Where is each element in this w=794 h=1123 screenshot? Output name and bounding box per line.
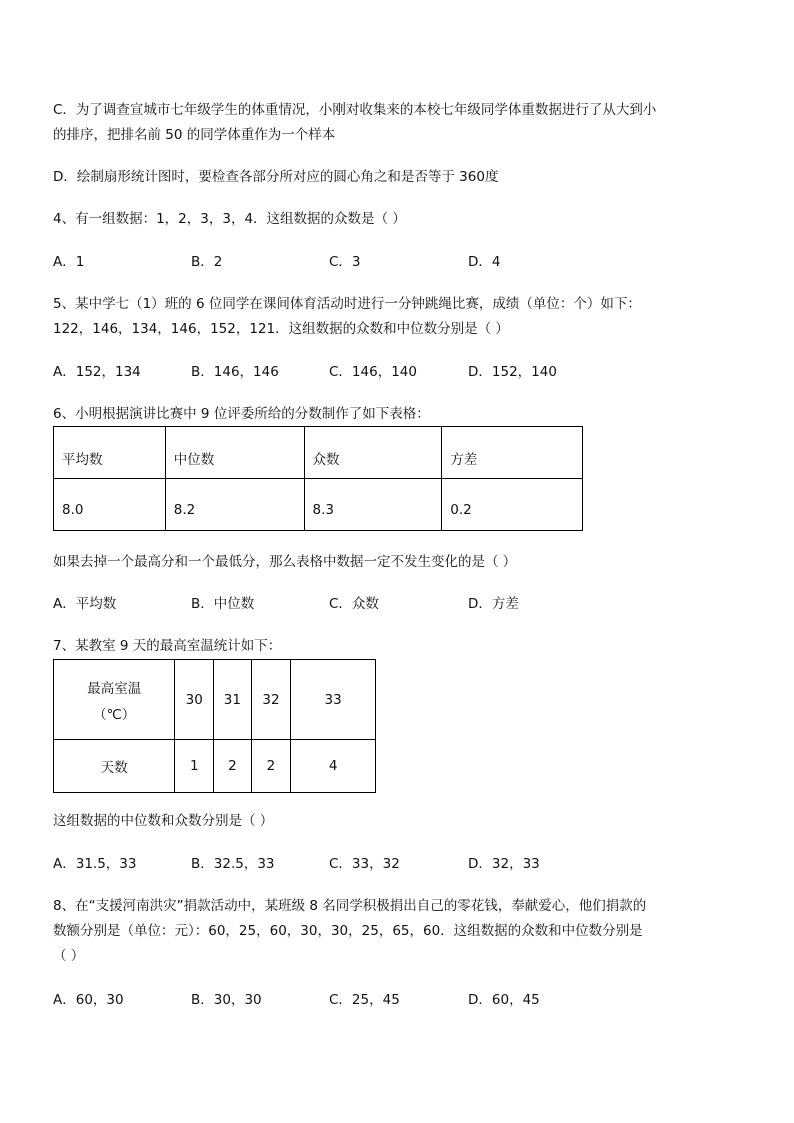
q7-temperature-table bbox=[53, 659, 376, 793]
q6-option-d[interactable]: D．方差 bbox=[468, 596, 519, 612]
q4-stem: 4、有一组数据：1，2，3，3，4．这组数据的众数是（ ） bbox=[53, 211, 406, 227]
q6-question: 如果去掉一个最高分和一个最低分，那么表格中数据一定不发生变化的是（ ） bbox=[53, 554, 517, 570]
q7-stem: 7、某教室 9 天的最高室温统计如下： bbox=[53, 638, 282, 654]
q7-days-32: 2 bbox=[251, 740, 291, 793]
option-c-text-line1: C．为了调查宣城市七年级学生的体重情况，小刚对收集来的本校七年级同学体重数据进行了从大到小 bbox=[53, 102, 657, 118]
q7-temp-31: 31 bbox=[214, 660, 252, 740]
q6-value-mode: 8.3 bbox=[304, 479, 442, 531]
q5-option-c[interactable]: C．146，140 bbox=[329, 364, 417, 380]
q5-stem-line2: 122，146，134，146，152，121．这组数据的众数和中位数分别是（ ） bbox=[53, 321, 509, 337]
q8-stem-line1: 8、在“支援河南洪灾”捐款活动中，某班级 8 名同学积极捐出自己的零花钱，奉献爱心，他们捐款的 bbox=[53, 898, 647, 914]
q7-row2-label: 天数 bbox=[54, 740, 175, 793]
q6-value-mean: 8.0 bbox=[54, 479, 166, 531]
q5-option-d[interactable]: D．152，140 bbox=[468, 364, 557, 380]
table-row bbox=[54, 479, 583, 531]
q4-option-d[interactable]: D．4 bbox=[468, 254, 501, 270]
q7-row1-label-unit: （℃） bbox=[93, 706, 136, 723]
q6-header-variance: 方差 bbox=[442, 427, 583, 479]
q6-value-variance: 0.2 bbox=[442, 479, 583, 531]
table-row bbox=[54, 740, 376, 793]
q7-temp-32: 32 bbox=[251, 660, 291, 740]
q8-stem-line3: （ ） bbox=[53, 948, 85, 964]
q7-temp-30: 30 bbox=[175, 660, 214, 740]
q7-option-c[interactable]: C．33，32 bbox=[329, 856, 400, 872]
q7-temp-33: 33 bbox=[291, 660, 376, 740]
q7-days-31: 2 bbox=[214, 740, 252, 793]
q7-days-33: 4 bbox=[291, 740, 376, 793]
q8-option-c[interactable]: C．25，45 bbox=[329, 992, 400, 1008]
q8-option-b[interactable]: B．30，30 bbox=[191, 992, 262, 1008]
q6-option-a[interactable]: A．平均数 bbox=[53, 596, 117, 612]
q6-option-c[interactable]: C．众数 bbox=[329, 596, 379, 612]
q7-row1-label bbox=[54, 660, 175, 740]
q8-option-d[interactable]: D．60，45 bbox=[468, 992, 540, 1008]
q4-option-b[interactable]: B．2 bbox=[191, 254, 223, 270]
q6-value-median: 8.2 bbox=[165, 479, 304, 531]
q6-option-b[interactable]: B．中位数 bbox=[191, 596, 255, 612]
option-c-text-line2: 的排序，把排名前 50 的同学体重作为一个样本 bbox=[53, 127, 336, 143]
q4-option-a[interactable]: A．1 bbox=[53, 254, 85, 270]
q7-question: 这组数据的中位数和众数分别是（ ） bbox=[53, 813, 274, 829]
q7-days-30: 1 bbox=[175, 740, 214, 793]
q6-stem: 6、小明根据演讲比赛中 9 位评委所给的分数制作了如下表格： bbox=[53, 406, 430, 422]
q6-header-mode: 众数 bbox=[304, 427, 442, 479]
q7-option-b[interactable]: B．32.5，33 bbox=[191, 856, 275, 872]
q8-stem-line2: 数额分别是（单位：元）：60，25，60，30，30，25，65，60．这组数据的众数和中位数分别是 bbox=[53, 923, 643, 939]
q8-option-a[interactable]: A．60，30 bbox=[53, 992, 124, 1008]
q4-option-c[interactable]: C．3 bbox=[329, 254, 361, 270]
option-d-text: D．绘制扇形统计图时，要检查各部分所对应的圆心角之和是否等于 360度 bbox=[53, 169, 499, 185]
q5-option-a[interactable]: A．152，134 bbox=[53, 364, 141, 380]
q6-score-table bbox=[53, 426, 583, 531]
table-row bbox=[54, 427, 583, 479]
q7-option-d[interactable]: D．32，33 bbox=[468, 856, 540, 872]
table-row bbox=[54, 660, 376, 740]
q6-header-median: 中位数 bbox=[165, 427, 304, 479]
q7-row1-label-main: 最高室温 bbox=[87, 680, 142, 697]
q5-option-b[interactable]: B．146，146 bbox=[191, 364, 279, 380]
q6-header-mean: 平均数 bbox=[54, 427, 166, 479]
q5-stem-line1: 5、某中学七（1）班的 6 位同学在课间体育活动时进行一分钟跳绳比赛，成绩（单位：个）如下： bbox=[53, 296, 641, 312]
q7-option-a[interactable]: A．31.5，33 bbox=[53, 856, 137, 872]
